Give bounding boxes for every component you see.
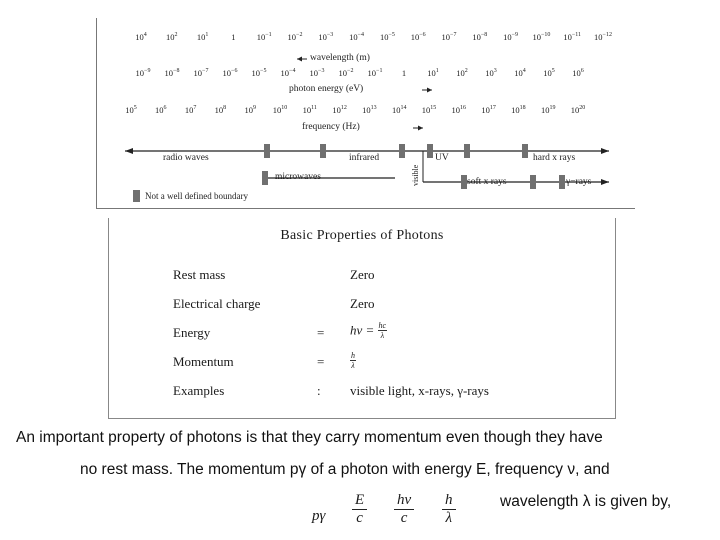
- frequency-tick-label: $10^{10}$: [272, 105, 288, 115]
- wavelength-tick-label: $10^1$: [196, 32, 209, 42]
- energy-tick-label: $10^3$: [485, 68, 497, 78]
- equation-fraction-hnu-over-c: [394, 492, 414, 527]
- frequency-tick-label: $10^9$: [244, 105, 256, 115]
- wavelength-tick-label: $10^{-11}$: [563, 32, 582, 42]
- eq-f1-den: c: [356, 510, 363, 526]
- wavelength-tick-label: 1: [231, 32, 236, 42]
- frequency-tick-label: $10^{12}$: [332, 105, 347, 115]
- wavelength-tick-label: $10^{-1}$: [256, 32, 272, 42]
- row-examples-value: visible light, x-rays, γ-rays: [350, 383, 489, 398]
- row-examples-label: Examples: [173, 383, 225, 398]
- band-uv: UV: [435, 153, 449, 163]
- band-infrared: infrared: [349, 153, 380, 163]
- row-rest-mass-label: Rest mass: [173, 267, 226, 282]
- row-momentum-sep: =: [317, 354, 325, 369]
- energy-frac-den: λ: [380, 331, 385, 340]
- legend-boundary: Not a well defined boundary: [145, 191, 248, 201]
- energy-h-nu: hν =: [350, 322, 375, 338]
- energy-tick-label: $10^{-1}$: [367, 68, 383, 78]
- energy-tick-label: $10^{-8}$: [164, 68, 180, 78]
- energy-caption: photon energy (eV): [289, 84, 364, 94]
- wavelength-tick-label: $10^{-8}$: [472, 32, 488, 42]
- eq-f2-den: c: [400, 510, 408, 526]
- energy-tick-label: $10^{-2}$: [338, 68, 354, 78]
- frequency-tick-label: $10^7$: [184, 105, 197, 115]
- eq-f3-den: λ: [445, 510, 452, 526]
- row-examples-sep: :: [317, 383, 321, 398]
- wavelength-tick-label: $10^2$: [166, 32, 178, 42]
- frequency-tick-label: $10^5$: [125, 105, 137, 115]
- band-radio-waves: radio waves: [163, 153, 209, 163]
- row-charge-label: Electrical charge: [173, 296, 261, 311]
- equation-fraction-e-over-c: [352, 492, 367, 527]
- frequency-tick-label: $10^{18}$: [511, 105, 526, 115]
- band-visible: visible: [411, 164, 420, 186]
- wavelength-tick-label: $10^{-6}$: [410, 32, 426, 42]
- energy-fraction: [378, 321, 388, 340]
- frequency-tick-label: $10^{13}$: [362, 105, 377, 115]
- eq-f2-num: hν: [394, 492, 414, 510]
- band-gamma-rays: γ−rays: [566, 177, 592, 187]
- momentum-fraction: [350, 351, 356, 370]
- wavelength-caption: wavelength (m): [310, 53, 370, 63]
- wavelength-tick-label: $10^{-12}$: [594, 32, 612, 42]
- table-title: Basic Properties of Photons: [280, 228, 444, 243]
- frequency-tick-label: $10^{14}$: [391, 105, 407, 115]
- energy-tick-label: $10^1$: [427, 68, 439, 78]
- energy-tick-label: $10^{-6}$: [222, 68, 238, 78]
- energy-tick-label: $10^2$: [456, 68, 468, 78]
- row-momentum-value: [350, 351, 356, 370]
- frequency-tick-label: $10^{15}$: [421, 105, 437, 115]
- wavelength-tick-label: $10^{-2}$: [287, 32, 303, 42]
- frequency-tick-label: $10^{19}$: [540, 105, 556, 115]
- momentum-frac-num: h: [351, 351, 355, 360]
- frequency-tick-label: $10^8$: [214, 105, 227, 115]
- band-hard-xrays: hard x rays: [533, 153, 576, 163]
- wavelength-tick-label: $10^{-10}$: [532, 32, 551, 42]
- frequency-caption: frequency (Hz): [302, 122, 360, 132]
- energy-tick-label: $10^{-5}$: [251, 68, 267, 78]
- electromagnetic-spectrum-figure: [96, 18, 635, 209]
- wavelength-tick-label: $10^{-9}$: [503, 32, 519, 42]
- row-charge-value: Zero: [350, 296, 375, 311]
- paragraph-line-3: wavelength λ is given by,: [500, 493, 672, 510]
- energy-tick-label: $10^{-7}$: [193, 68, 209, 78]
- frequency-tick-label: $10^{16}$: [451, 105, 467, 115]
- paragraph-line-1: An important property of photons is that they carry momentum even though they have: [16, 429, 603, 446]
- frequency-tick-label: $10^{11}$: [302, 105, 317, 115]
- equation-lhs: pγ: [312, 508, 326, 524]
- row-energy-sep: =: [317, 325, 325, 340]
- row-energy-value: [350, 321, 387, 340]
- band-soft-xrays: soft x rays: [467, 177, 507, 187]
- energy-tick-label: $10^{-9}$: [135, 68, 151, 78]
- frequency-tick-label: $10^{20}$: [570, 105, 586, 115]
- energy-tick-label: 1: [401, 68, 407, 78]
- energy-tick-label: $10^6$: [572, 68, 584, 78]
- eq-f3-num: h: [442, 492, 456, 510]
- wavelength-tick-label: $10^{-3}$: [318, 32, 334, 42]
- energy-tick-label: $10^4$: [514, 68, 526, 78]
- energy-tick-label: $10^{-3}$: [309, 68, 325, 78]
- energy-tick-label: $10^5$: [543, 68, 555, 78]
- energy-tick-label: $10^{-4}$: [280, 68, 296, 78]
- equation-fraction-h-over-lambda: [442, 492, 456, 527]
- wavelength-tick-label: $10^4$: [135, 32, 147, 42]
- wavelength-tick-label: $10^{-4}$: [349, 32, 365, 42]
- frequency-tick-label: $10^6$: [155, 105, 167, 115]
- momentum-frac-den: λ: [351, 361, 355, 370]
- frequency-tick-label: $10^{17}$: [481, 105, 496, 115]
- photon-properties-table: [108, 218, 616, 419]
- row-momentum-label: Momentum: [173, 354, 234, 369]
- paragraph-line-2: no rest mass. The momentum pγ of a photon with energy E, frequency ν, and: [80, 461, 610, 478]
- row-energy-label: Energy: [173, 325, 211, 340]
- band-microwaves: microwaves: [275, 172, 321, 182]
- wavelength-tick-label: $10^{-5}$: [379, 32, 395, 42]
- energy-frac-num: hc: [378, 321, 387, 330]
- wavelength-tick-label: $10^{-7}$: [441, 32, 457, 42]
- row-rest-mass-value: Zero: [350, 267, 375, 282]
- eq-f1-num: E: [352, 492, 367, 510]
